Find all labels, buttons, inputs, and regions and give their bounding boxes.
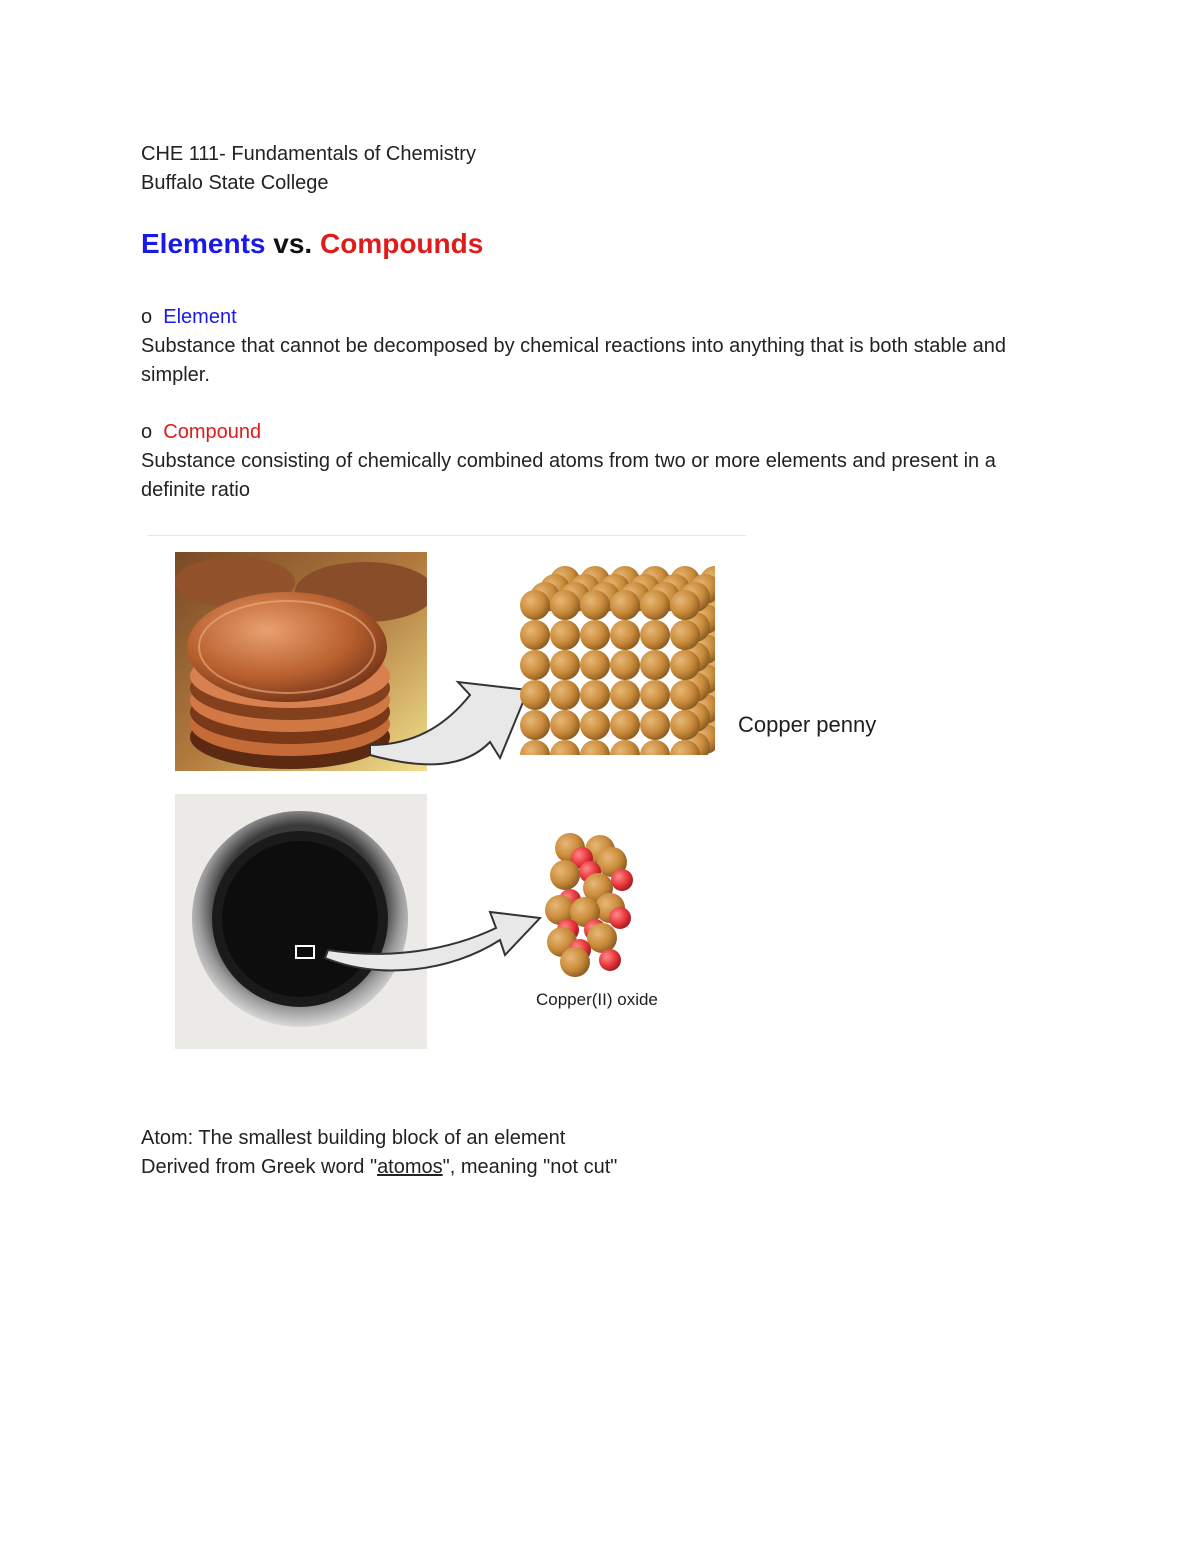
oxide-arrow-icon <box>325 912 540 970</box>
copper-atom <box>670 620 700 650</box>
copper-atom <box>520 680 550 710</box>
copper-atom <box>640 740 670 755</box>
atom-line-1: Atom: The smallest building block of an element <box>141 1127 566 1149</box>
figure-divider <box>148 535 746 536</box>
compound-term: Compound <box>163 421 262 443</box>
element-heading <box>141 303 237 332</box>
copper-atom <box>580 650 610 680</box>
copper-atom <box>550 710 580 740</box>
title-elements: Elements <box>141 228 266 259</box>
copper-atom <box>580 620 610 650</box>
atom-prefix: Derived from Greek word " <box>141 1156 378 1178</box>
title-vs: vs. <box>273 228 313 259</box>
copper-atom <box>670 680 700 710</box>
penny-arrow-icon <box>370 682 528 764</box>
copper-atom <box>580 680 610 710</box>
copper-atom <box>520 620 550 650</box>
copper-atom <box>640 680 670 710</box>
copper-atom <box>640 650 670 680</box>
bullet-marker: o <box>141 421 153 443</box>
atom-definition <box>141 1124 631 1182</box>
atom-suffix: ", meaning "not cut" <box>442 1156 618 1178</box>
copper-atom <box>640 590 670 620</box>
copper-atom <box>610 680 640 710</box>
copper-atom <box>550 860 580 890</box>
copper-penny-label: Copper penny <box>738 712 877 737</box>
copper-atom <box>670 650 700 680</box>
copper-atom <box>520 710 550 740</box>
copper-atom <box>610 620 640 650</box>
element-term: Element <box>163 306 237 328</box>
compound-heading <box>141 418 261 447</box>
copper-atom <box>610 710 640 740</box>
copper-atom <box>550 590 580 620</box>
oxygen-atom <box>609 907 631 929</box>
title-compounds: Compounds <box>320 228 484 259</box>
copper-oxide-diagram <box>540 830 640 980</box>
oxygen-atom <box>611 869 633 891</box>
copper-atom <box>550 740 580 755</box>
atom-line-2 <box>141 1153 631 1182</box>
copper-atom <box>520 650 550 680</box>
copper-atom <box>520 590 550 620</box>
copper-atom <box>580 740 610 755</box>
course-title: CHE 111- Fundamentals of Chemistry <box>141 143 476 165</box>
copper-atom <box>670 590 700 620</box>
copper-atom <box>580 710 610 740</box>
copper-atom <box>580 590 610 620</box>
copper-atom <box>640 620 670 650</box>
element-definition: Substance that cannot be decomposed by chemical reactions into anything that is both stable and simpler. <box>141 335 1006 386</box>
copper-atom <box>550 620 580 650</box>
bullet-marker: o <box>141 306 153 328</box>
copper-atom <box>560 947 590 977</box>
copper-atom <box>550 650 580 680</box>
copper-atom <box>610 740 640 755</box>
oxygen-atom <box>599 949 621 971</box>
page-title <box>141 226 483 262</box>
copper-oxide-label: Copper(II) oxide <box>536 990 658 1009</box>
copper-atom <box>587 923 617 953</box>
copper-atom <box>550 680 580 710</box>
copper-atom <box>610 590 640 620</box>
copper-atom <box>670 710 700 740</box>
copper-lattice-diagram <box>515 560 715 755</box>
arrow-graphics <box>300 650 550 990</box>
atomos-word: atomos <box>377 1156 443 1178</box>
copper-atom <box>610 650 640 680</box>
college-name: Buffalo State College <box>141 172 329 194</box>
compound-definition: Substance consisting of chemically combined atoms from two or more elements and present in a definite ratio <box>141 450 996 501</box>
copper-atom <box>640 710 670 740</box>
copper-atom <box>520 740 550 755</box>
